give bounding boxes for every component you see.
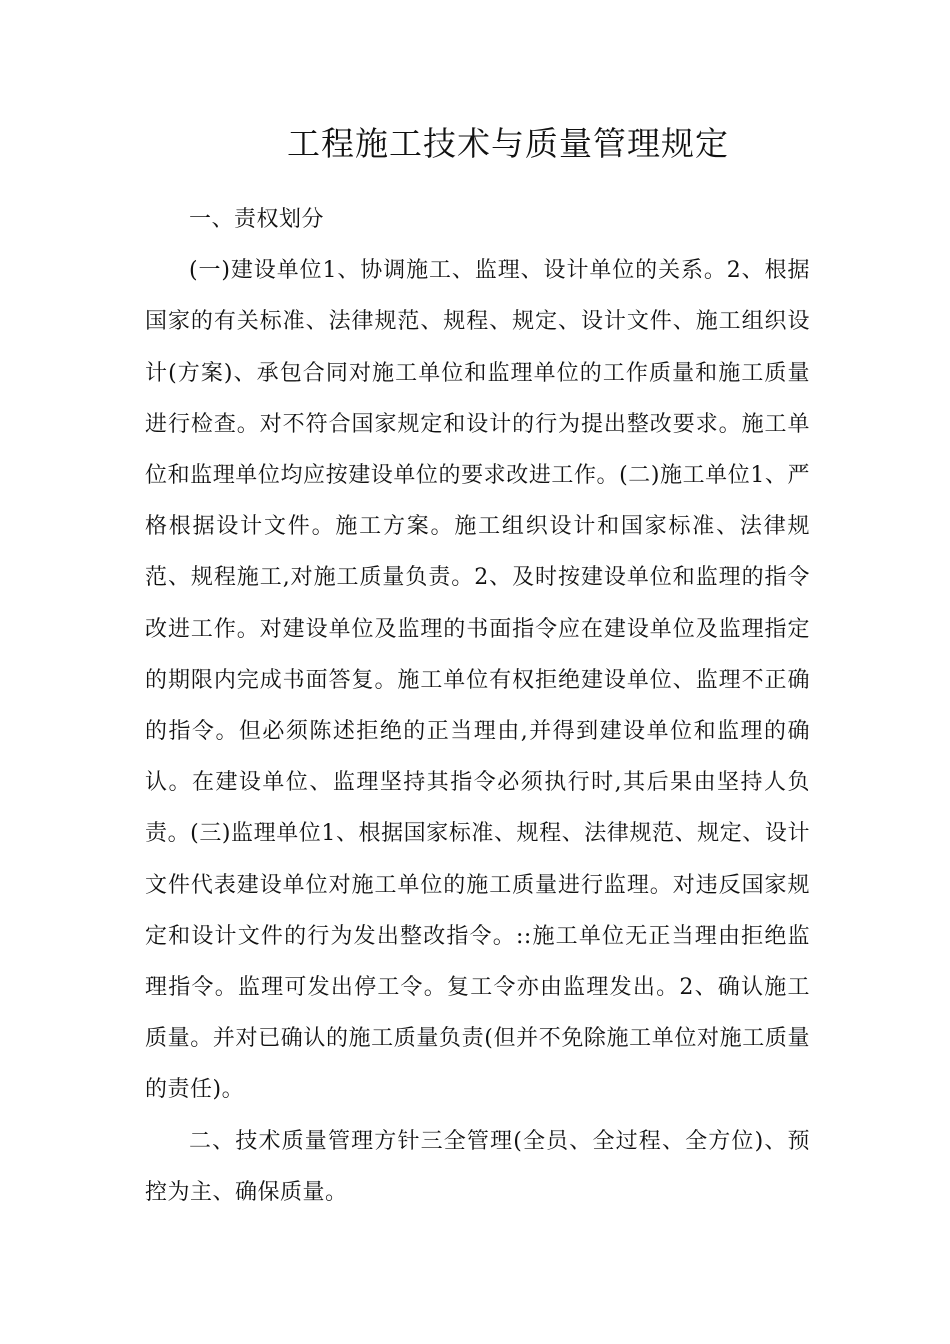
- document-title: 工程施工技术与质量管理规定: [287, 124, 729, 163]
- section-heading-responsibilities: 一、责权划分: [189, 207, 325, 232]
- document-body: [145, 194, 810, 1218]
- section-heading-quality-policy: 二、技术质量管理方针三全管理(全员、全过程、全方位)、预控为主、确保质量。: [145, 1128, 810, 1205]
- paragraph-responsibilities-detail: (一)建设单位1、协调施工、监理、设计单位的关系。2、根据国家的有关标准、法律规范、规程、规定、设计文件、施工组织设计(方案)、承包合同对施工单位和监理单位的工作质量和施工质量进行检查。对不符合国家规定和设计的行为提出整改要求。施工单位和监理单位均应按建设单位的要求改进工作。(二)施工单位1、严格根据设计文件。施工方案。施工组织设计和国家标准、法律规范、规程施工,对施工质量负责。2、及时按建设单位和监理的指令改进工作。对建设单位及监理的书面指令应在建设单位及监理指定的期限内完成书面答复。施工单位有权拒绝建设单位、监理不正确的指令。但必须陈述拒绝的正当理由,并得到建设单位和监理的确认。在建设单位、监理坚持其指令必须执行时,其后果由坚持人负责。(三)监理单位1、根据国家标准、规程、法律规范、规定、设计文件代表建设单位对施工单位的施工质量进行监理。对违反国家规定和设计文件的行为发出整改指令。::施工单位无正当理由拒绝监理指令。监理可发出停工令。复工令亦由监理发出。2、确认施工质量。并对已确认的施工质量负责(但并不免除施工单位对施工质量的责任)。: [145, 258, 810, 1103]
